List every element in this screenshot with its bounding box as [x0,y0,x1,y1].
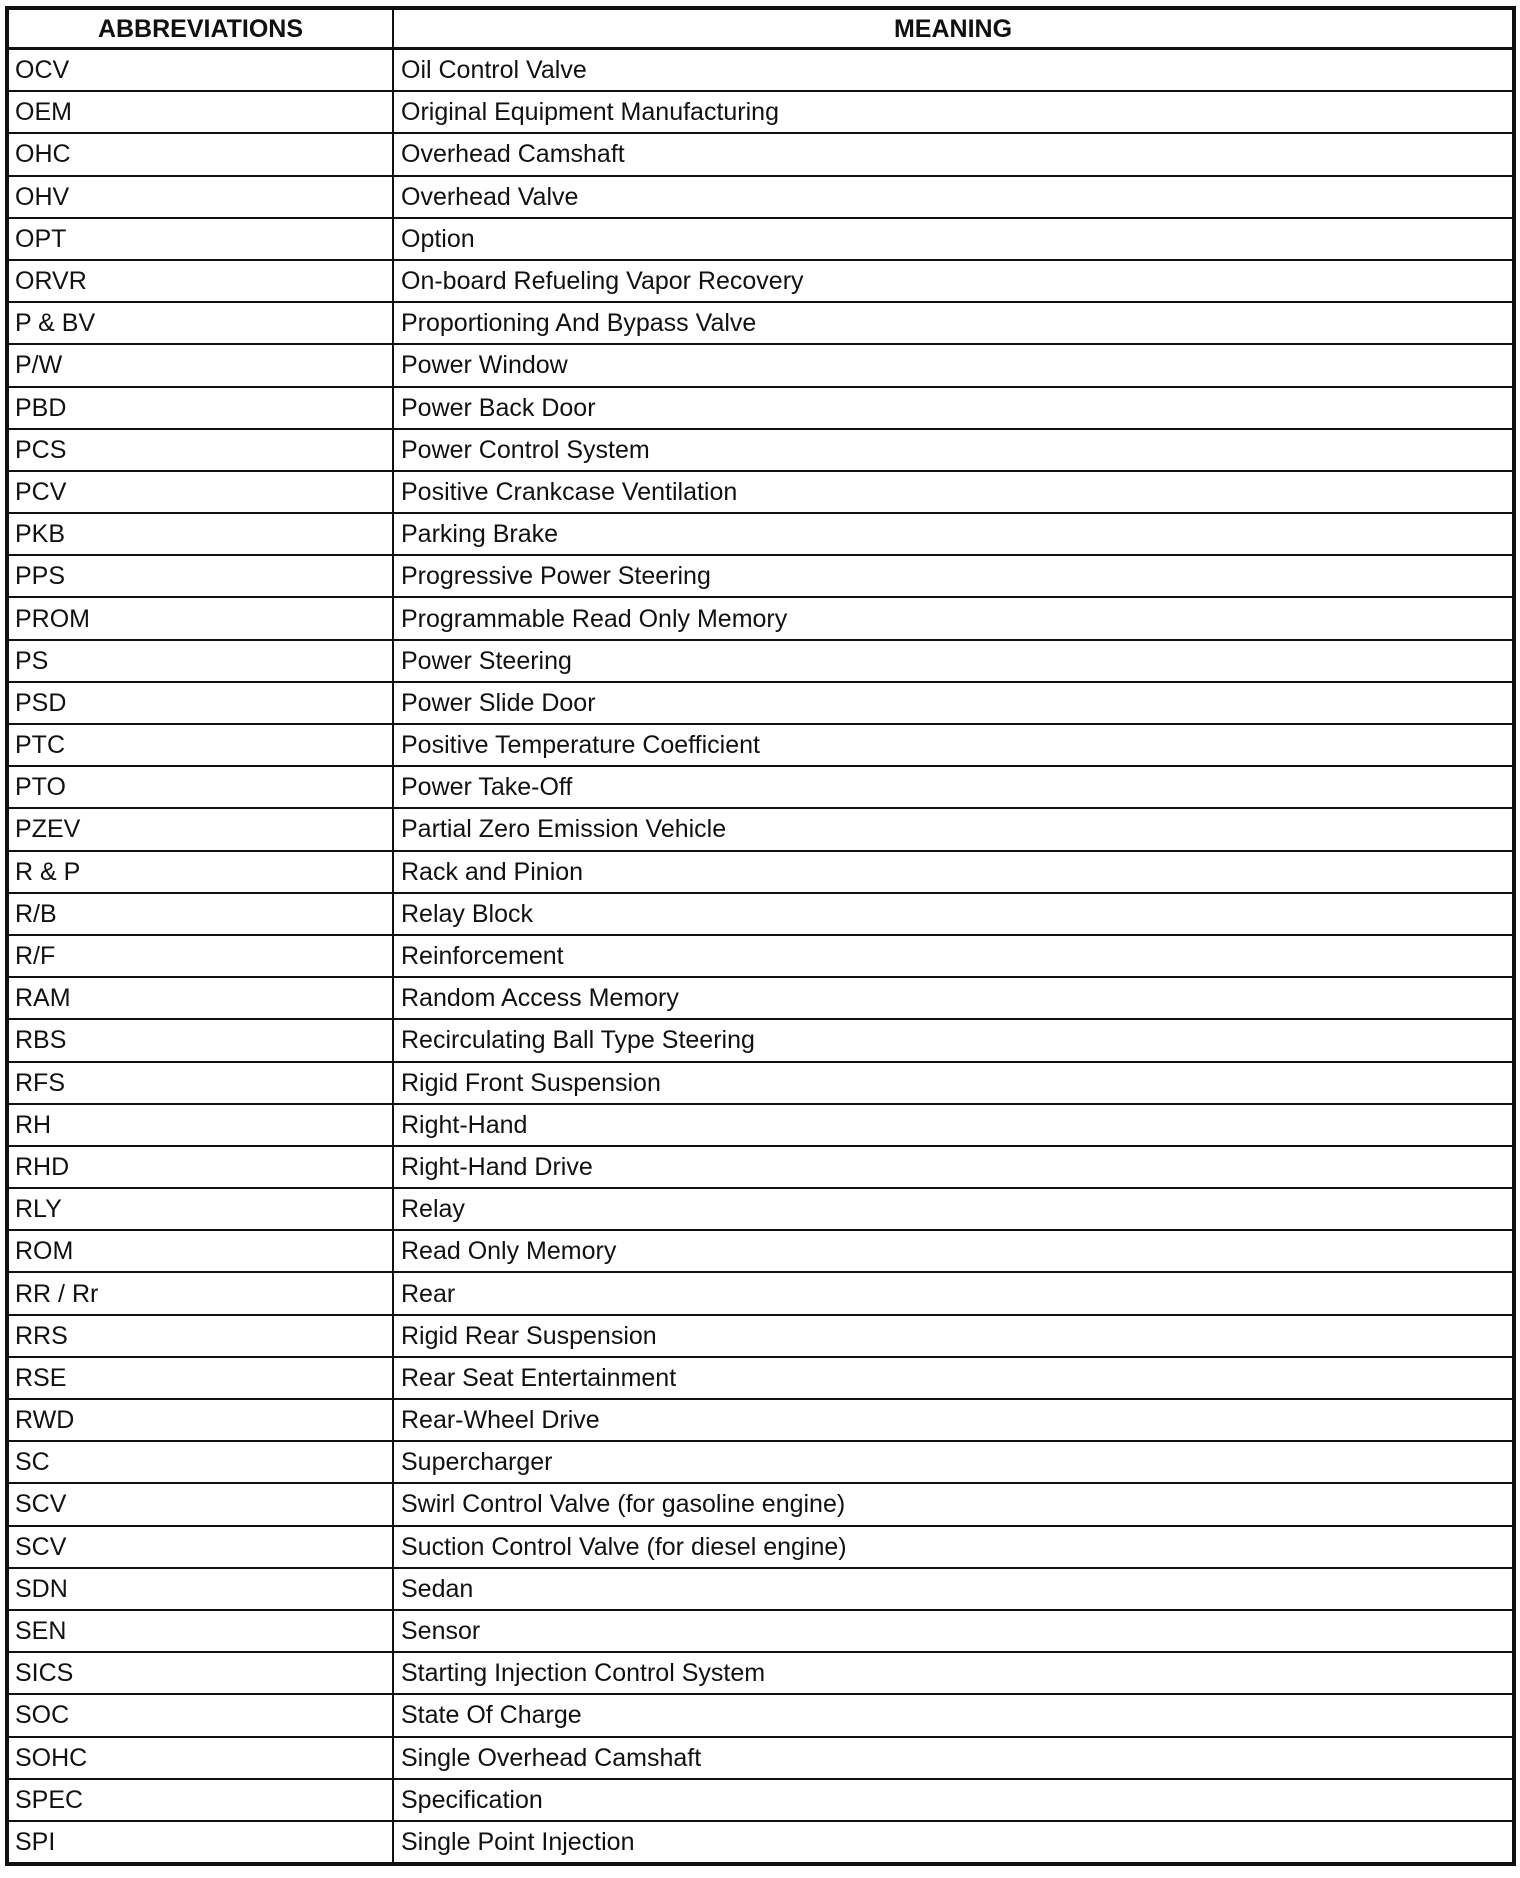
meaning-cell: Power Steering [393,640,1514,682]
table-row [7,640,1514,682]
abbreviation-cell: PROM [7,597,393,639]
table-row [7,1019,1514,1061]
meaning-cell: Reinforcement [393,935,1514,977]
abbreviation-cell: SOC [7,1694,393,1736]
table-row [7,1737,1514,1779]
abbreviation-cell: OHC [7,133,393,175]
meaning-cell: Programmable Read Only Memory [393,597,1514,639]
table-row [7,1779,1514,1821]
meaning-cell: Oil Control Valve [393,49,1514,92]
abbreviation-cell: SEN [7,1610,393,1652]
table-row [7,1315,1514,1357]
abbreviation-cell: PTC [7,724,393,766]
abbreviations-table [5,6,1516,1866]
meaning-cell: Overhead Camshaft [393,133,1514,175]
abbreviation-cell: RSE [7,1357,393,1399]
table-row [7,260,1514,302]
meaning-cell: Sensor [393,1610,1514,1652]
table-row [7,682,1514,724]
table-row [7,1146,1514,1188]
abbreviation-cell: SCV [7,1526,393,1568]
abbreviation-cell: RBS [7,1019,393,1061]
abbreviation-cell: RLY [7,1188,393,1230]
meaning-cell: Rack and Pinion [393,851,1514,893]
table-row [7,1188,1514,1230]
table-row [7,1483,1514,1525]
table-header-row [7,8,1514,49]
abbreviation-cell: R/F [7,935,393,977]
abbreviation-cell: OCV [7,49,393,92]
abbreviation-cell: PS [7,640,393,682]
meaning-cell: Original Equipment Manufacturing [393,91,1514,133]
abbreviation-cell: SOHC [7,1737,393,1779]
table-row [7,1652,1514,1694]
abbreviation-cell: R/B [7,893,393,935]
abbreviation-cell: RRS [7,1315,393,1357]
meaning-cell: Single Overhead Camshaft [393,1737,1514,1779]
meaning-cell: Rigid Front Suspension [393,1062,1514,1104]
meaning-cell: Option [393,218,1514,260]
abbreviation-cell: RHD [7,1146,393,1188]
meaning-cell: Sedan [393,1568,1514,1610]
table-row [7,1821,1514,1864]
meaning-cell: Read Only Memory [393,1230,1514,1272]
table-row [7,513,1514,555]
meaning-cell: Positive Crankcase Ventilation [393,471,1514,513]
abbreviation-cell: PCS [7,429,393,471]
abbreviation-cell: SPEC [7,1779,393,1821]
table-row [7,808,1514,850]
table-row [7,302,1514,344]
abbreviation-cell: PCV [7,471,393,513]
abbreviation-cell: PTO [7,766,393,808]
abbreviation-cell: OHV [7,176,393,218]
meaning-cell: Proportioning And Bypass Valve [393,302,1514,344]
meaning-cell: State Of Charge [393,1694,1514,1736]
meaning-cell: Relay Block [393,893,1514,935]
meaning-cell: Power Back Door [393,387,1514,429]
table-row [7,597,1514,639]
table-row [7,1526,1514,1568]
meaning-cell: Right-Hand [393,1104,1514,1146]
meaning-cell: Positive Temperature Coefficient [393,724,1514,766]
table-row [7,1694,1514,1736]
table-row [7,429,1514,471]
abbreviation-cell: P/W [7,344,393,386]
abbreviation-cell: PBD [7,387,393,429]
abbreviation-cell: RWD [7,1399,393,1441]
abbreviation-cell: RFS [7,1062,393,1104]
meaning-cell: Recirculating Ball Type Steering [393,1019,1514,1061]
table-row [7,1230,1514,1272]
abbreviation-cell: SDN [7,1568,393,1610]
table-row [7,387,1514,429]
table-row [7,344,1514,386]
table-row [7,471,1514,513]
table-row [7,977,1514,1019]
table-row [7,1610,1514,1652]
meaning-cell: Supercharger [393,1441,1514,1483]
abbreviation-cell: PKB [7,513,393,555]
table-row [7,893,1514,935]
table-body [7,49,1514,1865]
table-row [7,1104,1514,1146]
meaning-cell: Relay [393,1188,1514,1230]
meaning-cell: Progressive Power Steering [393,555,1514,597]
abbreviation-cell: OEM [7,91,393,133]
table-row [7,1441,1514,1483]
abbreviation-cell: SC [7,1441,393,1483]
meaning-cell: Overhead Valve [393,176,1514,218]
abbreviation-cell: RH [7,1104,393,1146]
abbreviation-cell: ROM [7,1230,393,1272]
table-row [7,1272,1514,1314]
column-header-meaning: MEANING [393,8,1514,49]
abbreviation-cell: SPI [7,1821,393,1864]
abbreviation-cell: SICS [7,1652,393,1694]
meaning-cell: Right-Hand Drive [393,1146,1514,1188]
meaning-cell: Power Take-Off [393,766,1514,808]
meaning-cell: Power Control System [393,429,1514,471]
meaning-cell: Single Point Injection [393,1821,1514,1864]
meaning-cell: Rear-Wheel Drive [393,1399,1514,1441]
meaning-cell: Specification [393,1779,1514,1821]
abbreviation-cell: SCV [7,1483,393,1525]
meaning-cell: Rear Seat Entertainment [393,1357,1514,1399]
abbreviation-cell: PZEV [7,808,393,850]
table-row [7,935,1514,977]
abbreviation-cell: PSD [7,682,393,724]
abbreviation-cell: P & BV [7,302,393,344]
meaning-cell: Random Access Memory [393,977,1514,1019]
table-row [7,851,1514,893]
table-row [7,1062,1514,1104]
table-row [7,766,1514,808]
column-header-abbreviations: ABBREVIATIONS [7,8,393,49]
table-row [7,1399,1514,1441]
meaning-cell: Rigid Rear Suspension [393,1315,1514,1357]
abbreviation-cell: R & P [7,851,393,893]
table-row [7,1357,1514,1399]
meaning-cell: Power Window [393,344,1514,386]
abbreviation-cell: RR / Rr [7,1272,393,1314]
table-row [7,133,1514,175]
table-row [7,176,1514,218]
meaning-cell: Parking Brake [393,513,1514,555]
meaning-cell: Swirl Control Valve (for gasoline engine) [393,1483,1514,1525]
abbreviation-cell: ORVR [7,260,393,302]
meaning-cell: Rear [393,1272,1514,1314]
meaning-cell: Power Slide Door [393,682,1514,724]
meaning-cell: Starting Injection Control System [393,1652,1514,1694]
abbreviation-cell: RAM [7,977,393,1019]
meaning-cell: Partial Zero Emission Vehicle [393,808,1514,850]
table-row [7,555,1514,597]
table-row [7,49,1514,92]
abbreviation-cell: OPT [7,218,393,260]
abbreviation-cell: PPS [7,555,393,597]
table-row [7,724,1514,766]
meaning-cell: On-board Refueling Vapor Recovery [393,260,1514,302]
table-row [7,91,1514,133]
meaning-cell: Suction Control Valve (for diesel engine) [393,1526,1514,1568]
table-row [7,218,1514,260]
table-row [7,1568,1514,1610]
